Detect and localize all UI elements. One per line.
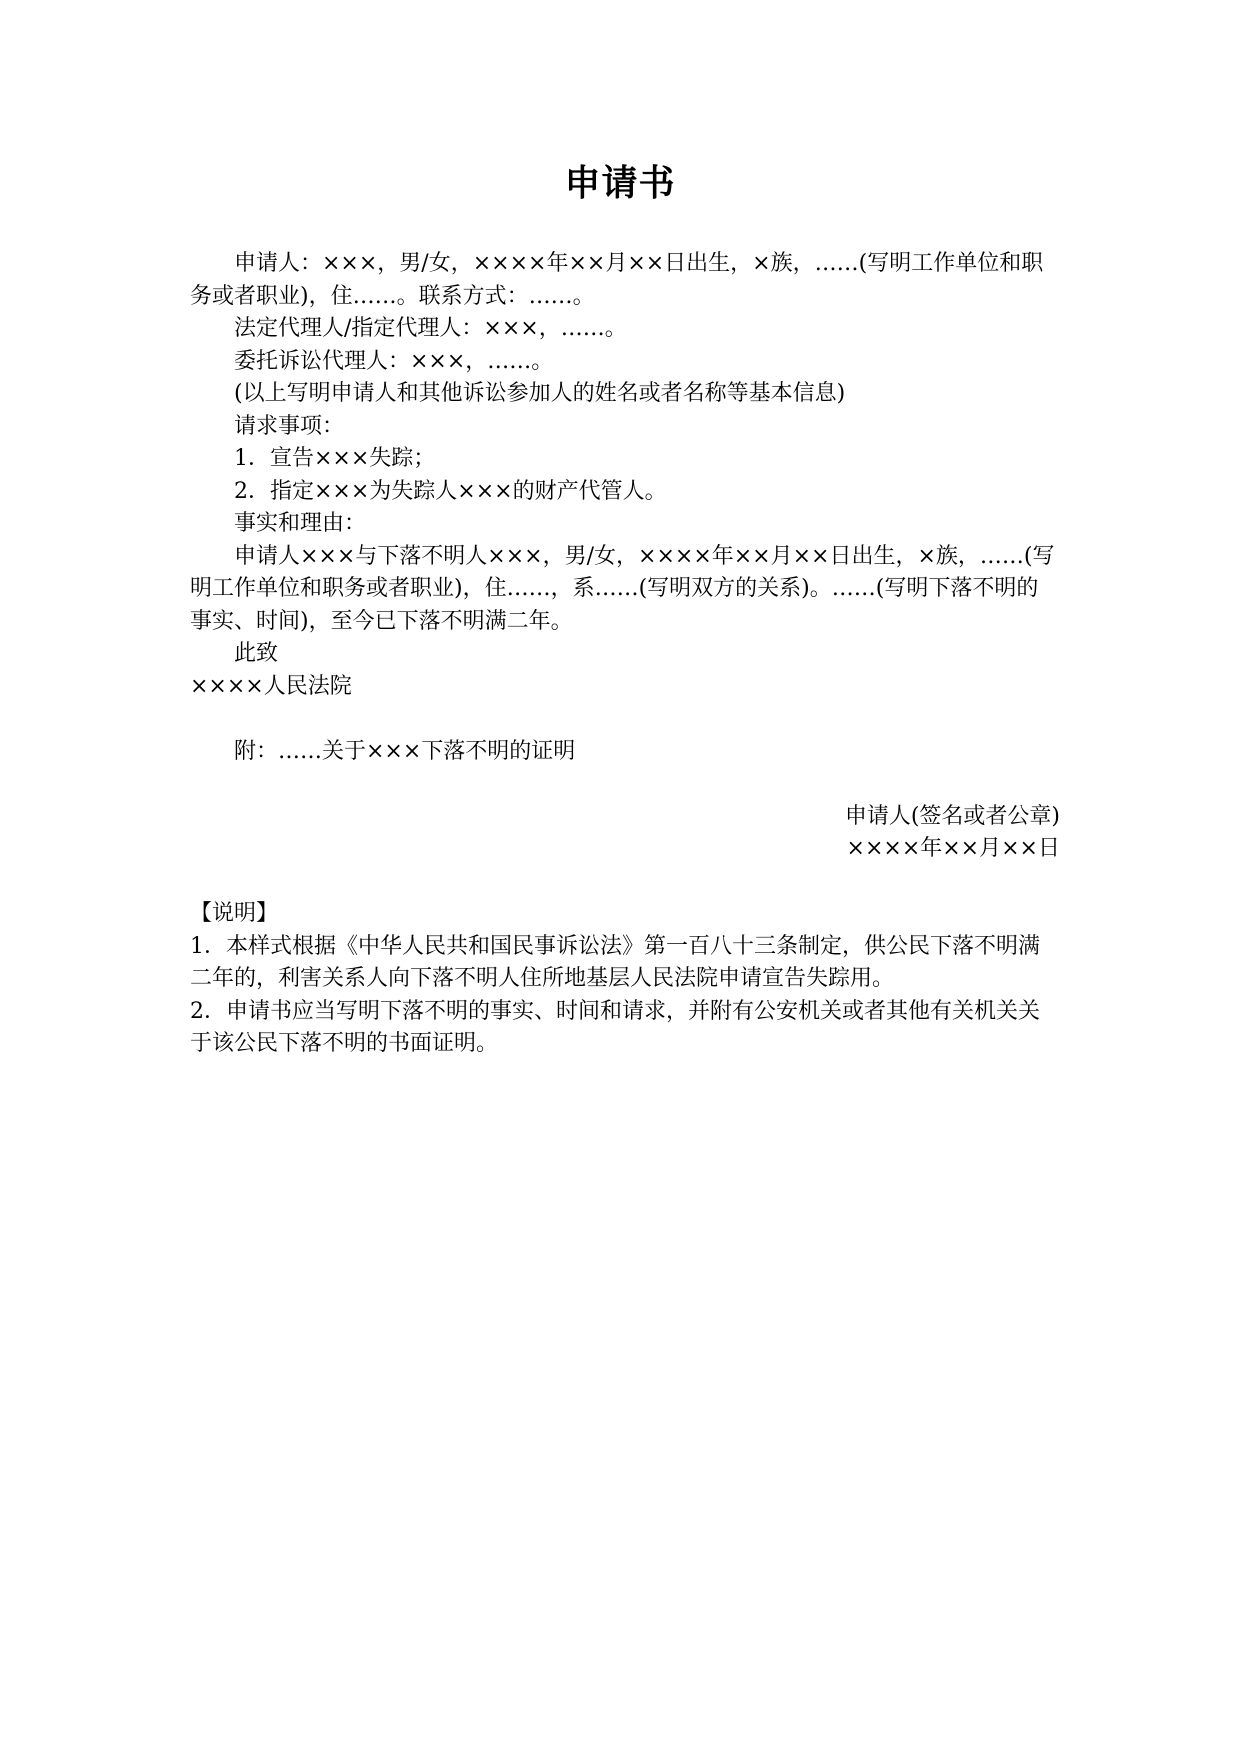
applicant-paragraph: 申请人：×××，男/女，××××年××月××日出生，×族，……(写明工作单位和职务或者职业)，住……。联系方式：……。 xyxy=(190,251,1044,309)
note-item: 2．申请书应当写明下落不明的事实、时间和请求，并附有公安机关或者其他有关机关关于该公民下落不明的书面证明。 xyxy=(190,998,1040,1056)
notes-heading: 【说明】 xyxy=(190,901,279,926)
spacer xyxy=(190,768,1060,801)
salutation: 此致 xyxy=(234,641,279,666)
claim-item: 1．宣告×××失踪； xyxy=(234,446,436,471)
date-line: ××××年××月××日 xyxy=(846,836,1060,861)
signature-line: 申请人(签名或者公章) xyxy=(844,803,1060,829)
claims-heading: 请求事项： xyxy=(234,413,345,439)
spacer xyxy=(190,703,1060,736)
facts-paragraph: 申请人×××与下落不明人×××，男/女，××××年××月××日出生，×族，……(写明工作单位和职务或者职业)，住……，系……(写明双方的关系)。……(写明下落不明的事实、时间)，至今已下落不明满二年。 xyxy=(190,543,1055,634)
info-note-paragraph: (以上写明申请人和其他诉讼参加人的姓名或者名称等基本信息) xyxy=(234,381,846,406)
document-body xyxy=(190,248,1060,1061)
spacer xyxy=(190,866,1060,899)
attachment-line: 附：……关于×××下落不明的证明 xyxy=(234,738,576,764)
claim-item: 2．指定×××为失踪人×××的财产代管人。 xyxy=(234,478,667,504)
entrusted-agent-paragraph: 委托诉讼代理人：×××，……。 xyxy=(234,348,554,374)
legal-agent-paragraph: 法定代理人/指定代理人：×××，……。 xyxy=(234,316,627,341)
facts-heading: 事实和理由： xyxy=(234,511,367,536)
document-title: 申请书 xyxy=(564,163,676,204)
court-name: ××××人民法院 xyxy=(190,673,352,699)
note-item: 1．本样式根据《中华人民共和国民事诉讼法》第一百八十三条制定，供公民下落不明满二年的，利害关系人向下落不明人住所地基层人民法院申请宣告失踪用。 xyxy=(190,933,1040,991)
